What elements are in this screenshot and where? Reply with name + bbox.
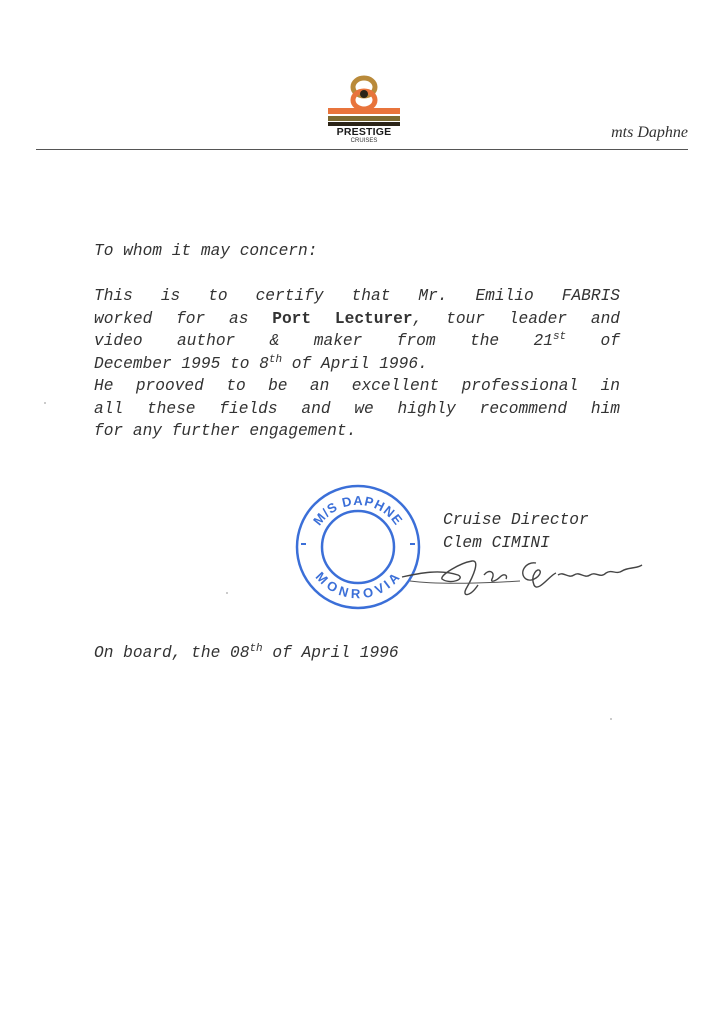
paper-speck (226, 592, 228, 594)
ordinal-suffix: th (268, 353, 283, 366)
paragraph-line (94, 330, 620, 353)
stamp-bottom-text: MONROVIA (312, 568, 404, 602)
text-segment: of April 1996. (282, 354, 428, 373)
logo-subtitle-text: CRUISES (350, 138, 378, 144)
text-segment: December 1995 to 8 (94, 354, 269, 373)
paper-speck (610, 718, 612, 720)
paragraph-line: for any further engagement. (94, 422, 357, 440)
letter-paragraph (94, 285, 620, 443)
text-segment: of (566, 332, 620, 350)
paragraph-line: He prooved to be an excellent professional in (94, 377, 620, 395)
ordinal-suffix: st (552, 331, 567, 343)
ship-name: mts Daphne (611, 124, 688, 141)
logo-emblem-icon (326, 74, 402, 128)
paragraph-line: This is to certify that Mr. Emilio FABRIS (94, 287, 620, 305)
place-and-date (94, 642, 399, 665)
header-divider (36, 149, 688, 150)
signatory-title: Cruise Director (443, 511, 589, 529)
ordinal-suffix: th (249, 643, 263, 655)
letter-greeting: To whom it may concern: (94, 242, 318, 260)
job-title: Port Lecturer (272, 309, 413, 328)
text-segment: of April 1996 (262, 644, 399, 662)
prestige-cruises-logo (326, 74, 402, 149)
svg-text:MONROVIA (313, 569, 404, 602)
paragraph-line (94, 353, 620, 376)
paragraph-line (94, 308, 620, 331)
paragraph-line: all these fields and we highly recommend him (94, 399, 620, 418)
text-segment: video author & maker from the 21 (94, 332, 553, 350)
text-segment: On board, the 08 (94, 644, 250, 662)
handwritten-signature-icon (400, 545, 660, 605)
paper-speck (44, 402, 46, 404)
text-segment: , tour leader and (412, 309, 621, 328)
signatory-name: Clem CIMINI (443, 533, 550, 552)
stamp-top-text: M/S DAPHNE (310, 492, 407, 529)
text-segment: worked for as (94, 309, 273, 328)
logo-brand-text: PRESTIGE (336, 126, 392, 138)
